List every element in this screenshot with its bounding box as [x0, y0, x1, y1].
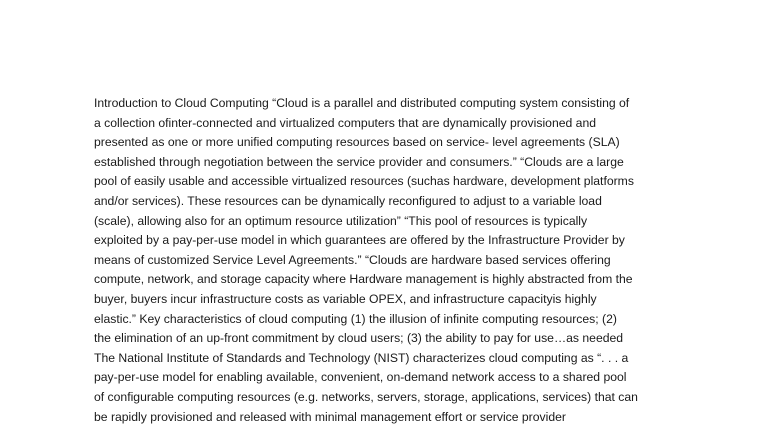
text-line: Introduction to Cloud Computing “Cloud is a parallel and distributed computing system consisting of [94, 96, 630, 110]
text-line: (scale), allowing also for an optimum resource utilization” “This pool of resources is typically [94, 213, 588, 228]
text-line: pool of easily usable and accessible virtualized resources (suchas hardware, development platforms [94, 174, 634, 189]
text-line: elastic.” Key characteristics of cloud computing (1) the illusion of infinite computing resources; (2) [94, 311, 617, 326]
text-line: exploited by a pay-per-use model in which guarantees are offered by the Infrastructure Provider by [94, 233, 625, 248]
text-line: be rapidly provisioned and released with minimal management effort or service provider [94, 409, 566, 424]
text-line: of configurable computing resources (e.g. networks, servers, storage, applications, services) that can [94, 390, 638, 404]
text-line: means of customized Service Level Agreements.” “Clouds are hardware based services offering [94, 252, 611, 267]
text-line: pay-per-use model for enabling available, convenient, on-demand network access to a shared pool [94, 370, 627, 385]
text-line: The National Institute of Standards and Technology (NIST) characterizes cloud computing as “. . . a [94, 350, 629, 365]
text-line: buyer, buyers incur infrastructure costs as variable OPEX, and infrastructure capacityis highly [94, 292, 597, 306]
text-line: established through negotiation between the service provider and consumers.” “Clouds are a large [94, 154, 624, 169]
text-line: a collection ofinter-connected and virtualized computers that are dynamically provisioned and [94, 115, 596, 130]
text-line: compute, network, and storage capacity where Hardware management is highly abstracted from the [94, 272, 633, 287]
text-line: presented as one or more unified computing resources based on service- level agreements (SLA) [94, 135, 620, 150]
text-line: the elimination of an up-front commitment by cloud users; (3) the ability to pay for use…as needed [94, 331, 624, 346]
text-line: and/or services). These resources can be dynamically reconfigured to adjust to a variable load [94, 194, 602, 208]
